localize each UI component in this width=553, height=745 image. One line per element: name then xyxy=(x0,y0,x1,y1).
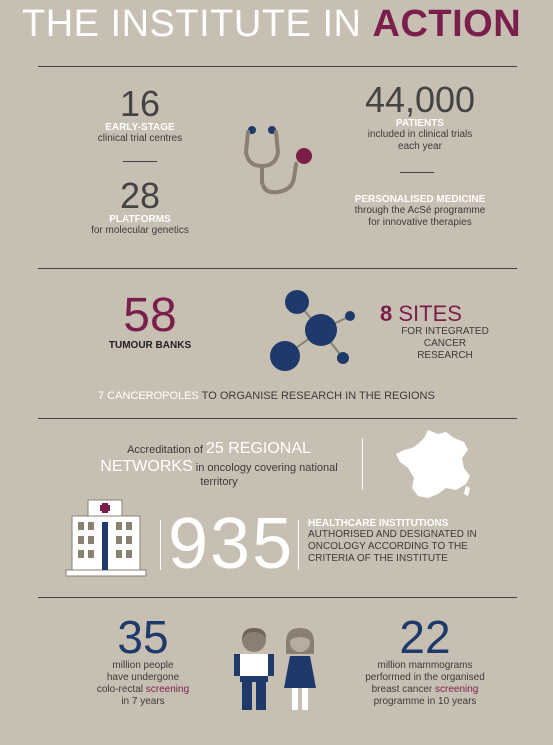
stat-35-d2: have undergone xyxy=(106,672,180,683)
stat-16 xyxy=(80,83,200,145)
france-map-icon xyxy=(394,428,476,500)
stat-35-d3a: colo-rectal xyxy=(96,684,146,695)
short-divider xyxy=(123,161,157,162)
man-icon xyxy=(234,626,274,712)
vertical-divider xyxy=(362,438,363,490)
canceropoles-strong: 7 CANCEROPOLES xyxy=(98,390,199,402)
stat-28-label: PLATFORMS xyxy=(109,214,171,225)
stat-935 xyxy=(308,518,528,565)
stat-22-d3b: screening xyxy=(435,684,479,695)
stat-44000-label: PATIENTS xyxy=(396,118,444,129)
stat-28-number: 28 xyxy=(119,175,161,216)
stat-935-label: HEALTHCARE INSTITUTIONS xyxy=(308,518,449,529)
stat-22 xyxy=(340,611,510,708)
personalised-medicine xyxy=(330,194,510,229)
stat-16-label: EARLY-STAGE xyxy=(105,122,175,133)
stat-35-d3b: screening xyxy=(145,684,190,695)
woman-icon xyxy=(280,626,320,712)
stat-35-d1: million people xyxy=(112,660,174,671)
stat-28 xyxy=(80,175,200,237)
stat-35-number: 35 xyxy=(117,611,169,663)
stat-35-d4: in 7 years xyxy=(121,696,165,707)
canceropoles-rest: TO ORGANISE RESEARCH IN THE REGIONS xyxy=(198,390,435,402)
stat-28-desc: for molecular genetics xyxy=(91,225,189,236)
divider xyxy=(38,66,517,67)
stat-935-number: 935 xyxy=(168,504,295,584)
sites-number: 8 xyxy=(380,301,393,326)
hospital-icon xyxy=(64,498,148,578)
sites-desc2: CANCER xyxy=(423,338,467,349)
sites-word: SITES xyxy=(398,301,462,326)
personalised-label: PERSONALISED MEDICINE xyxy=(354,194,486,205)
networks-big2: NETWORKS xyxy=(100,458,193,475)
stat-8-sites xyxy=(380,302,510,362)
title-part2: ACTION xyxy=(372,3,522,45)
stat-16-desc: clinical trial centres xyxy=(97,133,183,144)
short-divider xyxy=(400,172,434,173)
canceropoles xyxy=(98,390,435,402)
stat-58-number: 58 xyxy=(123,289,177,342)
sites-desc3: RESEARCH xyxy=(417,350,473,361)
stat-44000-number: 44,000 xyxy=(364,79,476,120)
networks-rest1: in oncology covering national xyxy=(192,462,338,474)
stat-58-label: TUMOUR BANKS xyxy=(108,340,192,351)
vertical-divider xyxy=(160,520,161,570)
stat-58 xyxy=(90,289,210,351)
stethoscope-icon xyxy=(238,122,320,198)
divider xyxy=(38,597,517,598)
networks-rest2: territory xyxy=(200,476,238,488)
divider xyxy=(38,268,517,269)
stat-935-desc3: CRITERIA OF THE INSTITUTE xyxy=(308,553,448,564)
sites-desc1: FOR INTEGRATED xyxy=(401,326,489,337)
personalised-desc2: for innovative therapies xyxy=(368,217,472,228)
stat-22-number: 22 xyxy=(399,611,451,663)
title-part1: THE INSTITUTE IN xyxy=(22,3,373,45)
networks-big1: 25 REGIONAL xyxy=(205,440,311,457)
divider xyxy=(38,418,517,419)
stat-22-d2: performed in the organised xyxy=(365,672,485,683)
stat-44000 xyxy=(340,79,500,153)
stat-44000-desc1: included in clinical trials xyxy=(367,129,473,140)
personalised-desc1: through the AcSé programme xyxy=(354,205,486,216)
stat-22-d3a: breast cancer xyxy=(371,684,435,695)
stat-35 xyxy=(78,611,208,708)
stat-22-d1: million mammograms xyxy=(377,660,473,671)
networks-pre: Accreditation of xyxy=(127,444,206,456)
molecule-icon xyxy=(265,288,360,373)
page-title xyxy=(22,2,521,46)
stat-16-number: 16 xyxy=(119,83,161,124)
stat-44000-desc2: each year xyxy=(398,141,442,152)
regional-networks xyxy=(88,440,350,488)
stat-22-d4: programme in 10 years xyxy=(373,696,477,707)
stat-935-desc2: ONCOLOGY ACCORDING TO THE xyxy=(308,541,468,552)
stat-935-desc1: AUTHORISED AND DESIGNATED IN xyxy=(308,529,477,540)
vertical-divider xyxy=(298,520,299,570)
